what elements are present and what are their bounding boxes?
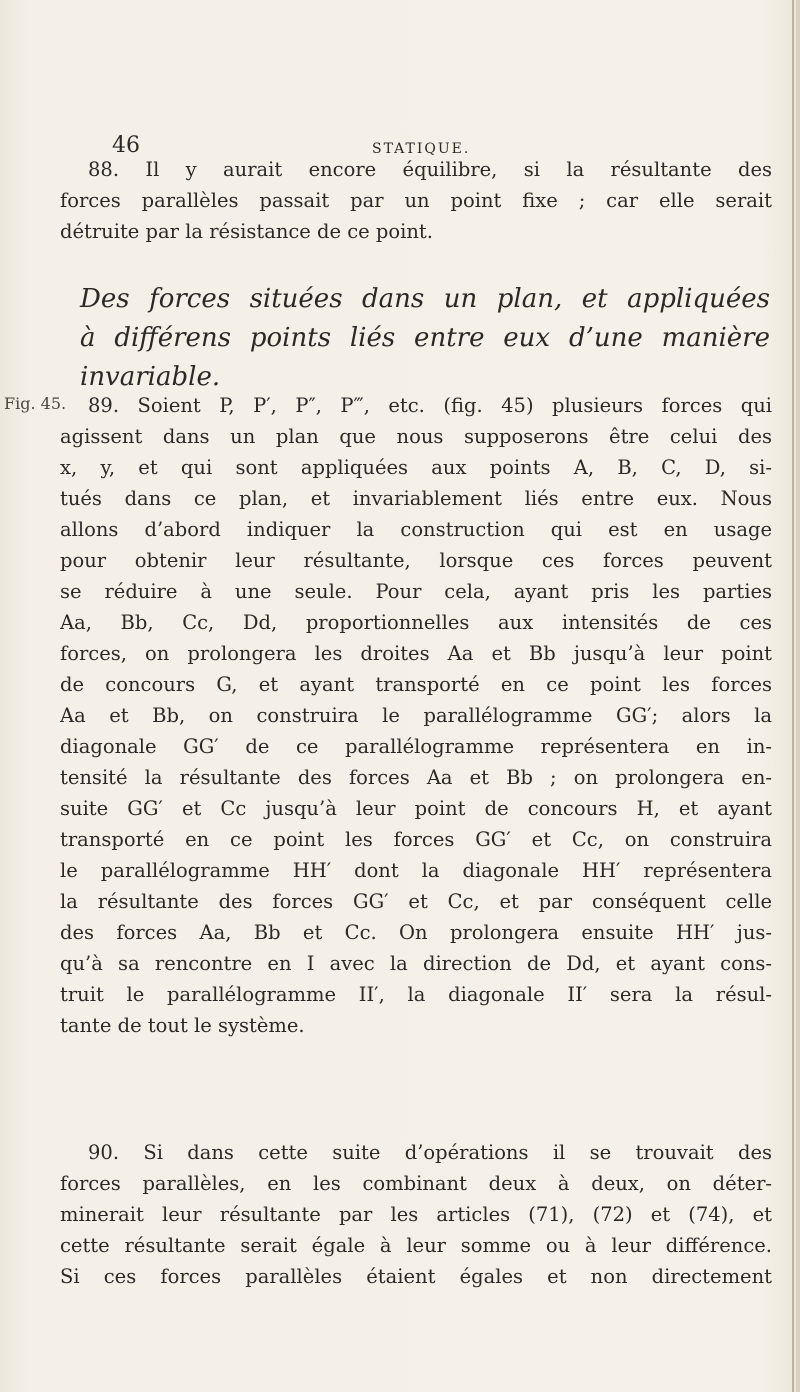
text-line: suite GG′ et Cc jusqu’à leur point de concours H, et ayant: [60, 797, 772, 820]
text-line: tensité la résultante des forces Aa et Bb ; on prolongera en-: [60, 766, 772, 789]
text-line: se réduire à une seule. Pour cela, ayant pris les parties: [60, 580, 772, 603]
text-line: forces, on prolongera les droites Aa et Bb jusqu’à leur point: [60, 642, 772, 665]
text-line: le parallélogramme HH′ dont la diagonale HH′ représentera: [60, 859, 772, 882]
text-line: transporté en ce point les forces GG′ et Cc, on construira: [60, 828, 772, 851]
figure-margin-note: Fig. 45.: [4, 394, 67, 413]
text-line: allons d’abord indiquer la construction qui est en usage: [60, 518, 772, 541]
heading-line: Des forces situées dans un plan, et appliquées: [80, 284, 770, 314]
text-line: Aa et Bb, on construira le parallélogramme GG′; alors la: [60, 704, 772, 727]
text-line: de concours G, et ayant transporté en ce point les forces: [60, 673, 772, 696]
paragraph-88: [60, 154, 772, 247]
text-line: 89. Soient P, P′, P″, P‴, etc. (fig. 45) plusieurs forces qui: [88, 394, 772, 417]
text-line: tante de tout le système.: [60, 1014, 305, 1037]
text-line: minerait leur résultante par les articles (71), (72) et (74), et: [60, 1203, 772, 1226]
text-line: x, y, et qui sont appliquées aux points A, B, C, D, si-: [60, 456, 772, 479]
paragraph-89: [60, 390, 772, 1041]
heading-line: invariable.: [80, 362, 221, 392]
text-line: qu’à sa rencontre en I avec la direction de Dd, et ayant cons-: [60, 952, 772, 975]
running-title: STATIQUE.: [372, 141, 471, 157]
text-line: la résultante des forces GG′ et Cc, et par conséquent celle: [60, 890, 772, 913]
text-line: diagonale GG′ de ce parallélogramme représentera en in-: [60, 735, 772, 758]
text-line: forces parallèles, en les combinant deux à deux, on déter-: [60, 1172, 772, 1195]
text-line: truit le parallélogramme II′, la diagonale II′ sera la résul-: [60, 983, 772, 1006]
text-line: détruite par la résistance de ce point.: [60, 220, 433, 243]
text-line: Si ces forces parallèles étaient égales et non directement: [60, 1265, 772, 1288]
text-line: Aa, Bb, Cc, Dd, proportionnelles aux intensités de ces: [60, 611, 772, 634]
text-line: cette résultante serait égale à leur somme ou à leur différence.: [60, 1234, 772, 1257]
section-heading: [80, 280, 770, 397]
page-number: 46: [112, 133, 140, 158]
page-edge: [796, 0, 800, 1392]
text-line: pour obtenir leur résultante, lorsque ces forces peuvent: [60, 549, 772, 572]
text-line: tués dans ce plan, et invariablement liés entre eux. Nous: [60, 487, 772, 510]
heading-line: à différens points liés entre eux d’une manière: [80, 323, 770, 353]
paragraph-90: [60, 1137, 772, 1292]
text-line: 88. Il y aurait encore équilibre, si la résultante des: [88, 158, 772, 181]
text-line: 90. Si dans cette suite d’opérations il se trouvait des: [88, 1141, 772, 1164]
page-edge-line: [792, 0, 794, 1392]
text-line: agissent dans un plan que nous supposerons être celui des: [60, 425, 772, 448]
text-line: forces parallèles passait par un point fixe ; car elle serait: [60, 189, 772, 212]
text-line: des forces Aa, Bb et Cc. On prolongera ensuite HH′ jus-: [60, 921, 772, 944]
